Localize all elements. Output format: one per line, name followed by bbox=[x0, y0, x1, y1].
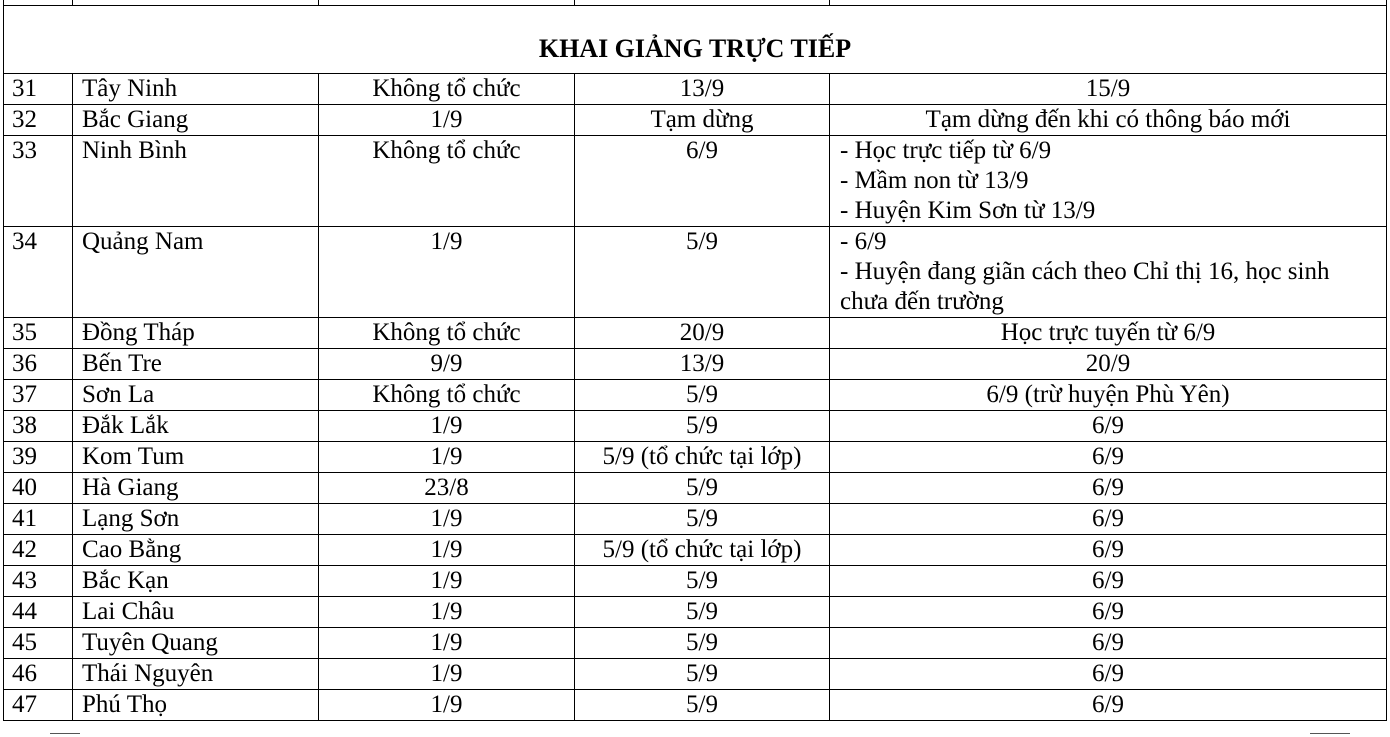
school-start-cell: Tạm dừng bbox=[575, 105, 830, 136]
table-row bbox=[4, 442, 1387, 473]
row-number-cell: 41 bbox=[4, 504, 73, 535]
note-line: - Huyện đang giãn cách theo Chỉ thị 16, học sinh chưa đến trường bbox=[840, 258, 1330, 315]
direct-learning-cell: 6/9 bbox=[830, 628, 1387, 659]
opening-date-cell: 1/9 bbox=[319, 597, 575, 628]
row-number-cell: 35 bbox=[4, 318, 73, 349]
province-cell: Đắk Lắk bbox=[73, 411, 319, 442]
direct-learning-cell: 6/9 bbox=[830, 597, 1387, 628]
table-row bbox=[4, 690, 1387, 721]
table-body bbox=[4, 0, 1387, 721]
direct-learning-cell: 15/9 bbox=[830, 74, 1387, 105]
school-start-cell: 5/9 bbox=[575, 628, 830, 659]
province-cell: Phú Thọ bbox=[73, 690, 319, 721]
opening-date-cell: Không tổ chức bbox=[319, 136, 575, 227]
province-cell: Tây Ninh bbox=[73, 74, 319, 105]
direct-learning-cell: 6/9 bbox=[830, 690, 1387, 721]
province-cell: Ninh Bình bbox=[73, 136, 319, 227]
note-line: - Huyện Kim Sơn từ 13/9 bbox=[840, 197, 1096, 224]
school-start-cell: 5/9 bbox=[575, 690, 830, 721]
province-cell: Lạng Sơn bbox=[73, 504, 319, 535]
opening-date-cell: 23/8 bbox=[319, 473, 575, 504]
direct-learning-cell: 6/9 bbox=[830, 535, 1387, 566]
row-number-cell: 44 bbox=[4, 597, 73, 628]
school-start-cell: 13/9 bbox=[575, 74, 830, 105]
school-start-cell: 5/9 (tổ chức tại lớp) bbox=[575, 535, 830, 566]
province-cell: Tuyên Quang bbox=[73, 628, 319, 659]
province-cell: Đồng Tháp bbox=[73, 318, 319, 349]
opening-date-cell: 1/9 bbox=[319, 105, 575, 136]
direct-learning-cell: 6/9 bbox=[830, 659, 1387, 690]
school-start-cell: 5/9 bbox=[575, 227, 830, 318]
school-start-cell: 6/9 bbox=[575, 136, 830, 227]
school-start-cell: 13/9 bbox=[575, 349, 830, 380]
school-start-cell: 5/9 (tổ chức tại lớp) bbox=[575, 442, 830, 473]
row-number-cell: 45 bbox=[4, 628, 73, 659]
note-line: - 6/9 bbox=[840, 228, 887, 255]
opening-date-cell: 1/9 bbox=[319, 628, 575, 659]
school-start-cell: 5/9 bbox=[575, 659, 830, 690]
table-row bbox=[4, 136, 1387, 227]
province-cell: Hà Giang bbox=[73, 473, 319, 504]
province-cell: Quảng Nam bbox=[73, 227, 319, 318]
opening-date-cell: 1/9 bbox=[319, 411, 575, 442]
opening-date-cell: 1/9 bbox=[319, 535, 575, 566]
opening-date-cell: Không tổ chức bbox=[319, 74, 575, 105]
row-number-cell: 43 bbox=[4, 566, 73, 597]
table-row bbox=[4, 597, 1387, 628]
direct-learning-cell bbox=[830, 136, 1387, 227]
section-title: KHAI GIẢNG TRỰC TIẾP bbox=[4, 6, 1387, 74]
school-start-cell: 5/9 bbox=[575, 411, 830, 442]
row-number-cell: 37 bbox=[4, 380, 73, 411]
province-cell: Thái Nguyên bbox=[73, 659, 319, 690]
school-start-cell: 5/9 bbox=[575, 597, 830, 628]
row-number-cell: 39 bbox=[4, 442, 73, 473]
row-number-cell: 32 bbox=[4, 105, 73, 136]
opening-date-cell: 1/9 bbox=[319, 659, 575, 690]
note-line: - Mầm non từ 13/9 bbox=[840, 167, 1029, 194]
row-number-cell: 34 bbox=[4, 227, 73, 318]
table-row bbox=[4, 473, 1387, 504]
row-number-cell: 47 bbox=[4, 690, 73, 721]
direct-learning-cell: 6/9 bbox=[830, 442, 1387, 473]
opening-date-cell: 1/9 bbox=[319, 504, 575, 535]
table-row bbox=[4, 411, 1387, 442]
opening-date-cell: 1/9 bbox=[319, 227, 575, 318]
direct-learning-cell: 6/9 bbox=[830, 411, 1387, 442]
row-number-cell: 33 bbox=[4, 136, 73, 227]
table-row bbox=[4, 227, 1387, 318]
opening-date-cell: 9/9 bbox=[319, 349, 575, 380]
next-row-stub bbox=[50, 733, 80, 737]
direct-learning-cell: 6/9 bbox=[830, 473, 1387, 504]
opening-date-cell: 1/9 bbox=[319, 690, 575, 721]
opening-date-cell: 1/9 bbox=[319, 442, 575, 473]
direct-learning-cell bbox=[830, 227, 1387, 318]
schedule-table bbox=[3, 0, 1387, 721]
direct-learning-cell: Tạm dừng đến khi có thông báo mới bbox=[830, 105, 1387, 136]
opening-date-cell: Không tổ chức bbox=[319, 318, 575, 349]
direct-learning-cell: 6/9 bbox=[830, 566, 1387, 597]
province-cell: Sơn La bbox=[73, 380, 319, 411]
row-number-cell: 40 bbox=[4, 473, 73, 504]
province-cell: Kom Tum bbox=[73, 442, 319, 473]
province-cell: Cao Bằng bbox=[73, 535, 319, 566]
province-cell: Bắc Giang bbox=[73, 105, 319, 136]
province-cell: Bắc Kạn bbox=[73, 566, 319, 597]
school-start-cell: 5/9 bbox=[575, 504, 830, 535]
row-number-cell: 38 bbox=[4, 411, 73, 442]
table-row bbox=[4, 74, 1387, 105]
school-start-cell: 5/9 bbox=[575, 566, 830, 597]
school-start-cell: 20/9 bbox=[575, 318, 830, 349]
row-number-cell: 46 bbox=[4, 659, 73, 690]
direct-learning-cell: 6/9 (trừ huyện Phù Yên) bbox=[830, 380, 1387, 411]
table-row bbox=[4, 535, 1387, 566]
row-number-cell: 42 bbox=[4, 535, 73, 566]
school-start-cell: 5/9 bbox=[575, 380, 830, 411]
note-line: - Học trực tiếp từ 6/9 bbox=[840, 137, 1052, 164]
province-cell: Bến Tre bbox=[73, 349, 319, 380]
table-row bbox=[4, 659, 1387, 690]
school-start-cell: 5/9 bbox=[575, 473, 830, 504]
table-row bbox=[4, 105, 1387, 136]
next-row-stub bbox=[1310, 733, 1350, 737]
table-row bbox=[4, 318, 1387, 349]
direct-learning-cell: 6/9 bbox=[830, 504, 1387, 535]
opening-date-cell: 1/9 bbox=[319, 566, 575, 597]
direct-learning-cell: 20/9 bbox=[830, 349, 1387, 380]
table-row bbox=[4, 504, 1387, 535]
row-number-cell: 36 bbox=[4, 349, 73, 380]
province-cell: Lai Châu bbox=[73, 597, 319, 628]
opening-date-cell: Không tổ chức bbox=[319, 380, 575, 411]
row-number-cell: 31 bbox=[4, 74, 73, 105]
direct-learning-cell: Học trực tuyến từ 6/9 bbox=[830, 318, 1387, 349]
table-row bbox=[4, 349, 1387, 380]
table-row bbox=[4, 380, 1387, 411]
table-row bbox=[4, 566, 1387, 597]
section-title-row bbox=[4, 6, 1387, 74]
table-row bbox=[4, 628, 1387, 659]
